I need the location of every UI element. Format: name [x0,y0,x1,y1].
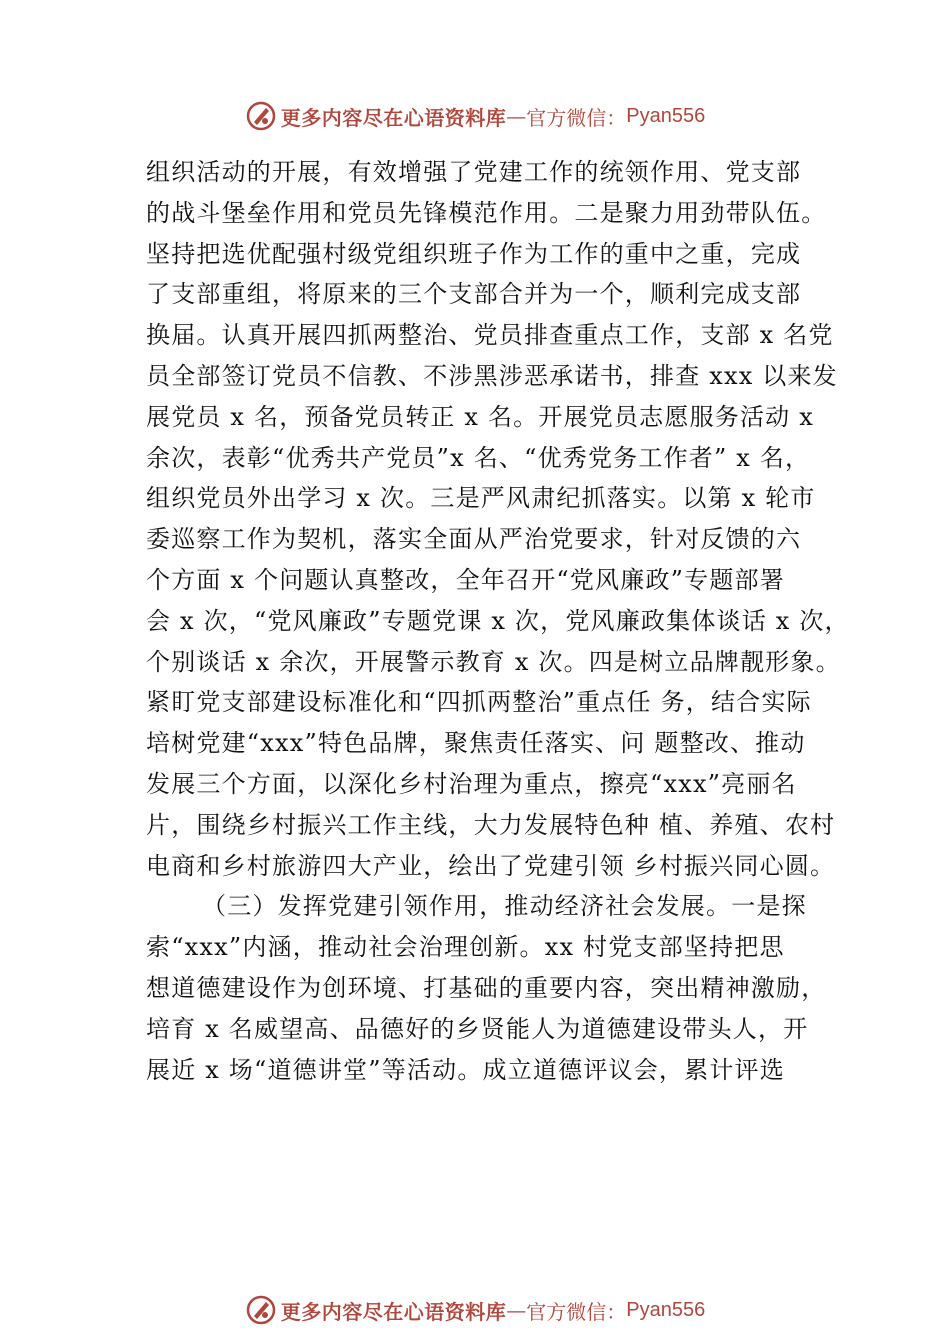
banner-separator: — [506,1298,527,1322]
text-line: 组织党员外出学习 x 次。三是严风肃纪抓落实。以第 x 轮市 [146,484,816,513]
text-line: 培育 x 名威望高、品德好的乡贤能人为道德建设带头人，开 [146,1014,809,1043]
text-line: 索“xxx”内涵，推动社会治理创新。xx 村党支部坚持把思 [146,933,785,962]
logo-icon [245,1294,277,1326]
text-line: 会 x 次，“党风廉政”专题党课 x 次，党风廉政集体谈话 x 次， [146,606,850,635]
text-line: 想道德建设作为创环境、打基础的重要内容，突出精神激励， [146,973,827,1002]
text-line: 电商和乡村旅游四大产业，绘出了党建引领 乡村振兴同心圆。 [146,851,836,880]
text-line: 个别谈话 x 余次，开展警示教育 x 次。四是树立品牌靓形象。 [146,647,841,676]
banner-title: 更多内容尽在心语资料库 [280,1299,507,1324]
text-line: 委巡察工作为契机，落实全面从严治党要求，针对反馈的六 [146,525,802,554]
header-banner [0,96,950,136]
text-line: 组织活动的开展，有效增强了党建工作的统领作用、党支部 [146,158,802,186]
text-line: 换届。认真开展四抓两整治、党员排查重点工作，支部 x 名党 [146,321,834,350]
text-line: 了支部重组，将原来的三个支部合并为一个，顺利完成支部 [146,280,802,309]
banner-label: 官方微信： [526,105,627,130]
document-body [146,152,850,1090]
text-line: 余次，表彰“优秀共产党员”x 名、“优秀党务工作者” x 名， [146,443,811,472]
text-line: 片，围绕乡村振兴工作主线，大力发展特色种 植、养殖、农村 [146,810,836,839]
text-line: 紧盯党支部建设标准化和“四抓两整治”重点任 务，结合实际 [146,688,812,717]
footer-banner [0,1290,950,1330]
banner-title: 更多内容尽在心语资料库 [280,105,507,130]
text-line: 坚持把选优配强村级党组织班子作为工作的重中之重，完成 [146,239,802,268]
banner-wechat-id: Pyan556 [626,104,706,127]
text-line: 员全部签订党员不信教、不涉黑涉恶承诺书，排查 xxx 以来发 [146,361,838,390]
text-line: （三）发挥党建引领作用，推动经济社会发展。一是探 [202,892,807,921]
banner-label: 官方微信： [526,1299,627,1324]
text-line: 发展三个方面，以深化乡村治理为重点，擦亮“xxx”亮丽名 [146,769,797,798]
text-line: 个方面 x 个问题认真整改，全年召开“党风廉政”专题部署 [146,565,785,594]
text-line: 培树党建“xxx”特色品牌，聚焦责任落实、问 题整改、推动 [146,729,806,758]
banner-separator: — [506,104,527,128]
logo-icon [245,100,277,132]
text-line: 展近 x 场“道德讲堂”等活动。成立道德评议会，累计评选 [146,1055,785,1084]
banner-wechat-id: Pyan556 [626,1298,706,1321]
text-line: 的战斗堡垒作用和党员先锋模范作用。二是聚力用劲带队伍。 [146,198,827,227]
text-line: 展党员 x 名，预备党员转正 x 名。开展党员志愿服务活动 x [146,402,814,431]
